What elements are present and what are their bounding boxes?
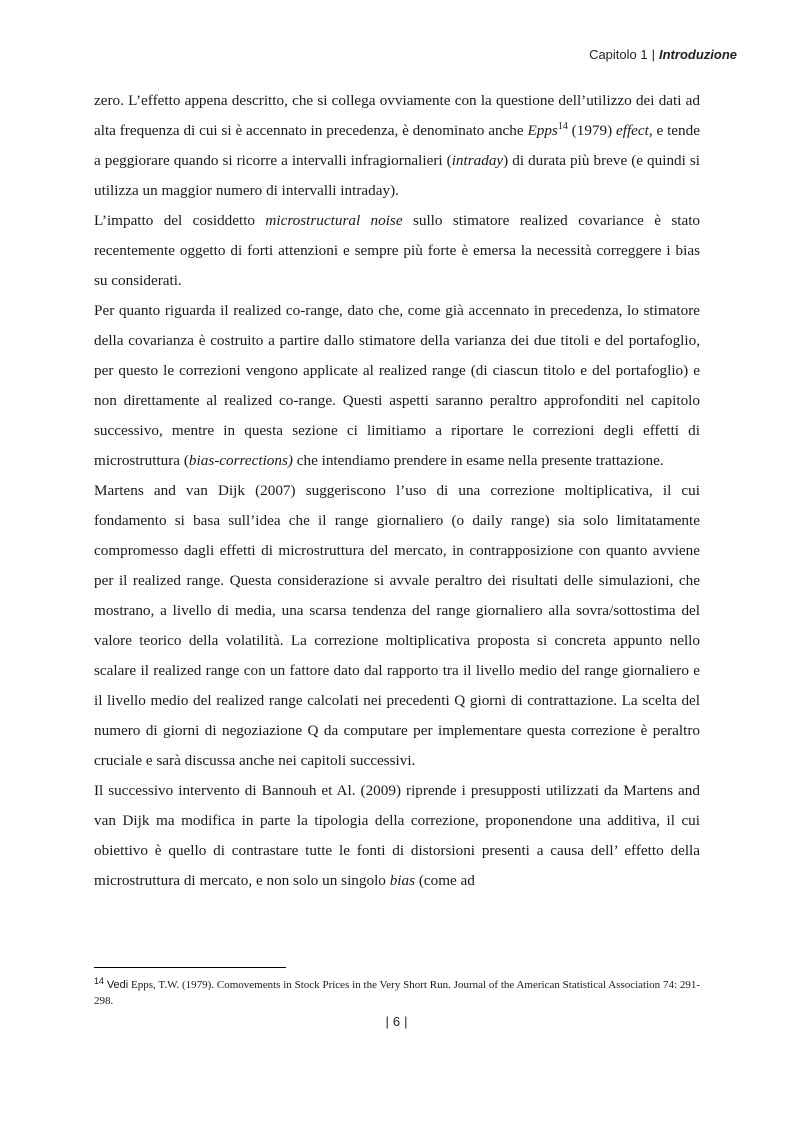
text-segment: effect [616,122,649,139]
text-segment: intraday [451,152,504,169]
text-segment: zero. L’effetto appena descritto, che si collega ovviamente con la questione dell’utilizzo dei dati ad alta frequenza di cui si è accennato in precedenza, è denominato anche [94,92,700,139]
text-segment: , e tende a peggiorare quando si ricorre a intervalli infragiornalieri ( [94,122,700,169]
text-segment: microstructural noise [265,212,403,229]
text-segment: Epps [527,122,558,139]
footnote-separator [94,967,286,968]
footnote-number: 14 [94,976,105,986]
footnote-text: Epps, T.W. (1979). Comovements in Stock Prices in the Very Short Run. Journal of the American Statistical Association 74: 291-298. [94,979,700,1007]
paragraph [94,86,700,206]
page-number-value: 6 [392,1014,401,1029]
footnote-reference: 14 [557,121,568,132]
text-segment: bias-corrections) [188,452,293,469]
page-number-right-bar: | [404,1014,408,1029]
page-number [0,1014,793,1029]
text-segment: sullo stimatore realized covariance è stato recentemente oggetto di forti attenzioni e sempre più forte è emersa la necessità correggere i bias su considerati. [94,212,701,289]
paragraph [94,206,700,296]
text-segment: ) di durata più breve (e quindi si utilizza un maggior numero di intervalli intraday). [94,152,701,199]
footnote-lead: Vedi [106,979,129,991]
text-segment: Il successivo intervento di Bannouh et Al. (2009) riprende i presupposti utilizzati da Martens and van Dijk ma modifica in parte la tipologia della correzione, proponendone una additiva, il cui obiettivo è quello di contrastare tutte le fonti di distorsioni presenti a causa dell’ effetto della microstruttura di mercato, e non solo un singolo [94,782,700,889]
text-segment: che intendiamo prendere in esame nella presente trattazione. [292,452,664,469]
paragraph [94,296,700,476]
chapter-title: Introduzione [659,47,737,62]
paragraph [94,776,700,896]
text-segment: Per quanto riguarda il realized co-range, dato che, come già accennato in precedenza, lo stimatore della covarianza è costruito a partire dallo stimatore della varianza dei due titoli e del portafoglio, per questo le correzioni vengono applicate al realized range (di ciascun titolo e del portafoglio) e non direttamente al realized co-range. Questi aspetti saranno peraltro approfonditi nel capitolo successivo, mentre in questa sezione ci limitiamo a riportare le correzioni degli effetti di microstruttura ( [94,302,700,469]
text-segment: L’impatto del cosiddetto [94,212,266,229]
text-segment: Martens and van Dijk (2007) suggeriscono l’uso di una correzione moltiplicativa, il cui fondamento si basa sull’idea che il range giornaliero (o daily range) sia solo limitatamente compromesso dagli effetti di microstruttura del mercato, in contrapposizione con quanto avviene per il realized range. Questa considerazione si avvale peraltro dei risultati delle simulazioni, che mostrano, a livello di media, una scarsa tendenza del range giornaliero alla sovra/sottostima del valore teorico della volatilità. La correzione moltiplicativa proposta si concreta appunto nello scalare il realized range con un fattore dato dal rapporto tra il livello medio del range giornaliero e il livello medio del realized range calcolati nei precedenti Q giorni di contrattazione. La scelta del numero di giorni di negoziazione Q da computare per implementare questa correzione è peraltro cruciale e sarà discussa anche nei capitoli successivi. [94,482,700,769]
text-segment: (come ad [415,872,475,889]
body-text [94,86,700,896]
text-segment: bias [389,872,416,889]
chapter-label: Capitolo 1 [589,47,648,62]
paragraph [94,476,700,776]
footnote [94,977,700,1009]
running-header [589,47,737,62]
page-number-left-bar: | [385,1014,389,1029]
header-separator: | [651,47,655,62]
text-segment: (1979) [567,122,616,139]
